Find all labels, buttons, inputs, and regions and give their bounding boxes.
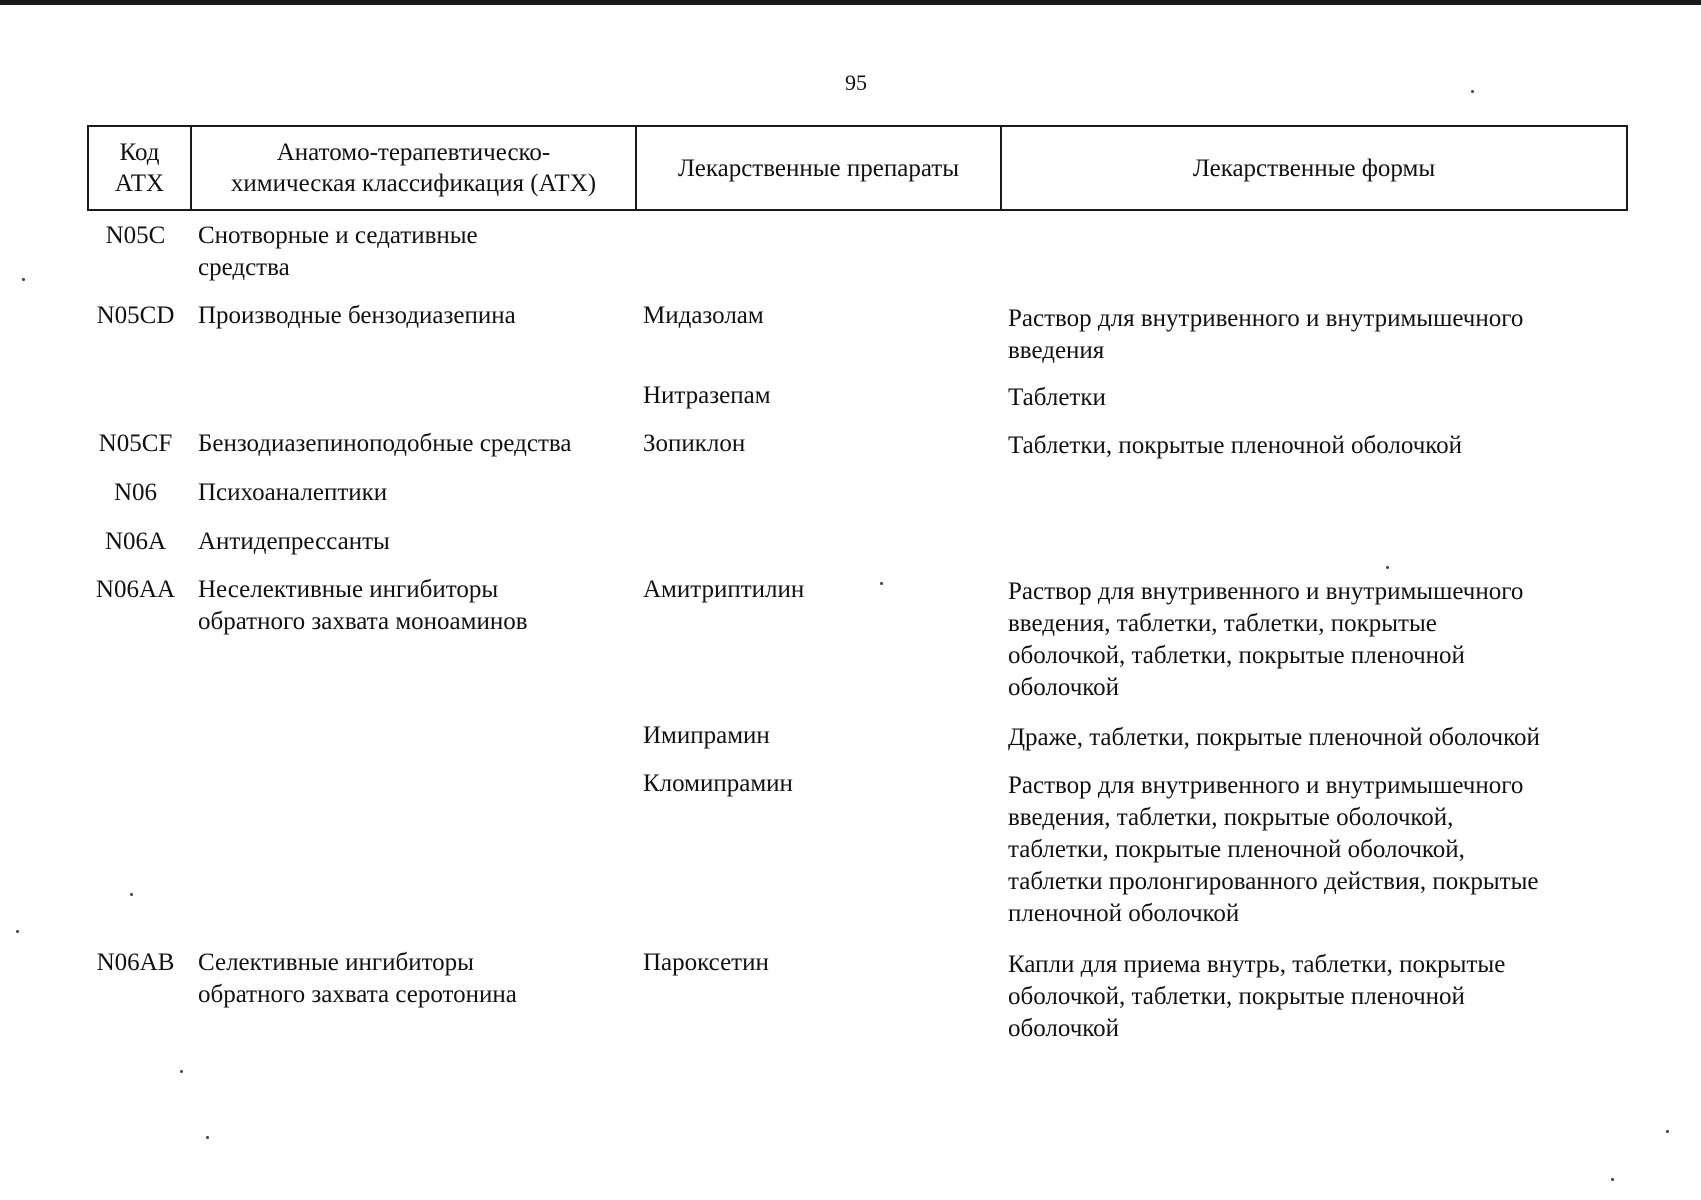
row-forms: Раствор для внутривенного и внутримышечного введения, таблетки, покрытые оболочкой, таблетки, покрытые пленочной оболочкой, таблетки пролонгированного действия, покрытые пленочной оболочкой	[1008, 772, 1539, 927]
header-code	[89, 127, 192, 209]
row-forms	[1000, 220, 1628, 300]
row-code: N05CD	[96, 302, 175, 329]
row-drug: Зопиклон	[643, 430, 746, 457]
row-classification: Бензодиазепиноподобные средства	[198, 430, 572, 457]
row-forms: Раствор для внутривенного и внутримышечного введения	[1008, 305, 1524, 364]
table-row	[87, 380, 1628, 428]
scan-speck	[22, 278, 25, 281]
row-classification: Психоаналептики	[198, 479, 388, 506]
row-classification	[190, 768, 635, 947]
page-number: 95	[845, 70, 867, 95]
row-classification: Снотворные и седативные средства	[198, 222, 478, 281]
row-forms	[1000, 477, 1628, 526]
row-drug: Пароксетин	[643, 949, 769, 976]
row-classification: Неселективные ингибиторы обратного захвата моноаминов	[198, 576, 528, 635]
row-drug: Кломипрамин	[643, 770, 793, 797]
row-forms	[1000, 526, 1628, 574]
header-classification-label: Анатомо-терапевтическо- химическая классификация (АТХ)	[230, 139, 597, 197]
table-header	[87, 125, 1628, 211]
scan-speck	[16, 930, 19, 933]
header-drugs-label: Лекарственные препараты	[677, 154, 960, 182]
table-row	[87, 526, 1628, 574]
scan-speck	[880, 582, 883, 585]
header-drugs	[637, 127, 1002, 209]
table-row	[87, 574, 1628, 720]
row-drug: Имипрамин	[643, 722, 770, 749]
row-code: N06AA	[95, 576, 176, 603]
row-drug: Мидазолам	[643, 302, 764, 329]
row-code	[87, 380, 190, 428]
row-drug	[635, 220, 1000, 300]
scan-speck	[1386, 566, 1389, 569]
table-row	[87, 720, 1628, 768]
row-forms: Раствор для внутривенного и внутримышечного введения, таблетки, таблетки, покрытые оболочкой, таблетки, покрытые пленочной оболочкой	[1008, 578, 1524, 701]
row-drug: Нитразепам	[643, 382, 771, 409]
row-classification	[190, 380, 635, 428]
row-code: N05C	[105, 222, 166, 249]
scan-top-border	[0, 0, 1701, 5]
row-forms: Драже, таблетки, покрытые пленочной оболочкой	[1008, 724, 1540, 751]
scan-speck	[206, 1136, 209, 1139]
table-body	[87, 220, 1628, 1057]
header-forms-label: Лекарственные формы	[1192, 154, 1436, 182]
row-code: N05CF	[98, 430, 173, 457]
header-classification	[192, 127, 637, 209]
row-code	[87, 720, 190, 768]
scan-speck	[130, 893, 133, 896]
header-forms	[1002, 127, 1626, 209]
header-code-label: Код АТХ	[114, 139, 165, 197]
row-classification: Производные бензодиазепина	[198, 302, 516, 329]
row-forms: Таблетки, покрытые пленочной оболочкой	[1008, 432, 1463, 459]
scan-speck	[1471, 90, 1474, 93]
table-row	[87, 477, 1628, 526]
scan-speck	[180, 1070, 183, 1073]
row-code	[87, 768, 190, 947]
table-row	[87, 428, 1628, 477]
table-row	[87, 768, 1628, 947]
row-forms: Капли для приема внутрь, таблетки, покрытые оболочкой, таблетки, покрытые пленочной оболочкой	[1008, 951, 1506, 1042]
row-drug	[635, 526, 1000, 574]
row-classification: Антидепрессанты	[198, 528, 390, 555]
scan-speck	[1666, 1130, 1669, 1133]
row-classification	[190, 720, 635, 768]
table-row	[87, 220, 1628, 300]
row-drug: Амитриптилин	[643, 576, 805, 603]
row-code: N06AB	[96, 949, 175, 976]
scan-speck	[1611, 1178, 1614, 1181]
row-forms: Таблетки	[1008, 384, 1106, 411]
row-drug	[635, 477, 1000, 526]
row-classification: Селективные ингибиторы обратного захвата серотонина	[198, 949, 517, 1008]
row-code: N06A	[104, 528, 167, 555]
table-row	[87, 300, 1628, 380]
table-row	[87, 947, 1628, 1057]
row-code: N06	[113, 479, 158, 506]
